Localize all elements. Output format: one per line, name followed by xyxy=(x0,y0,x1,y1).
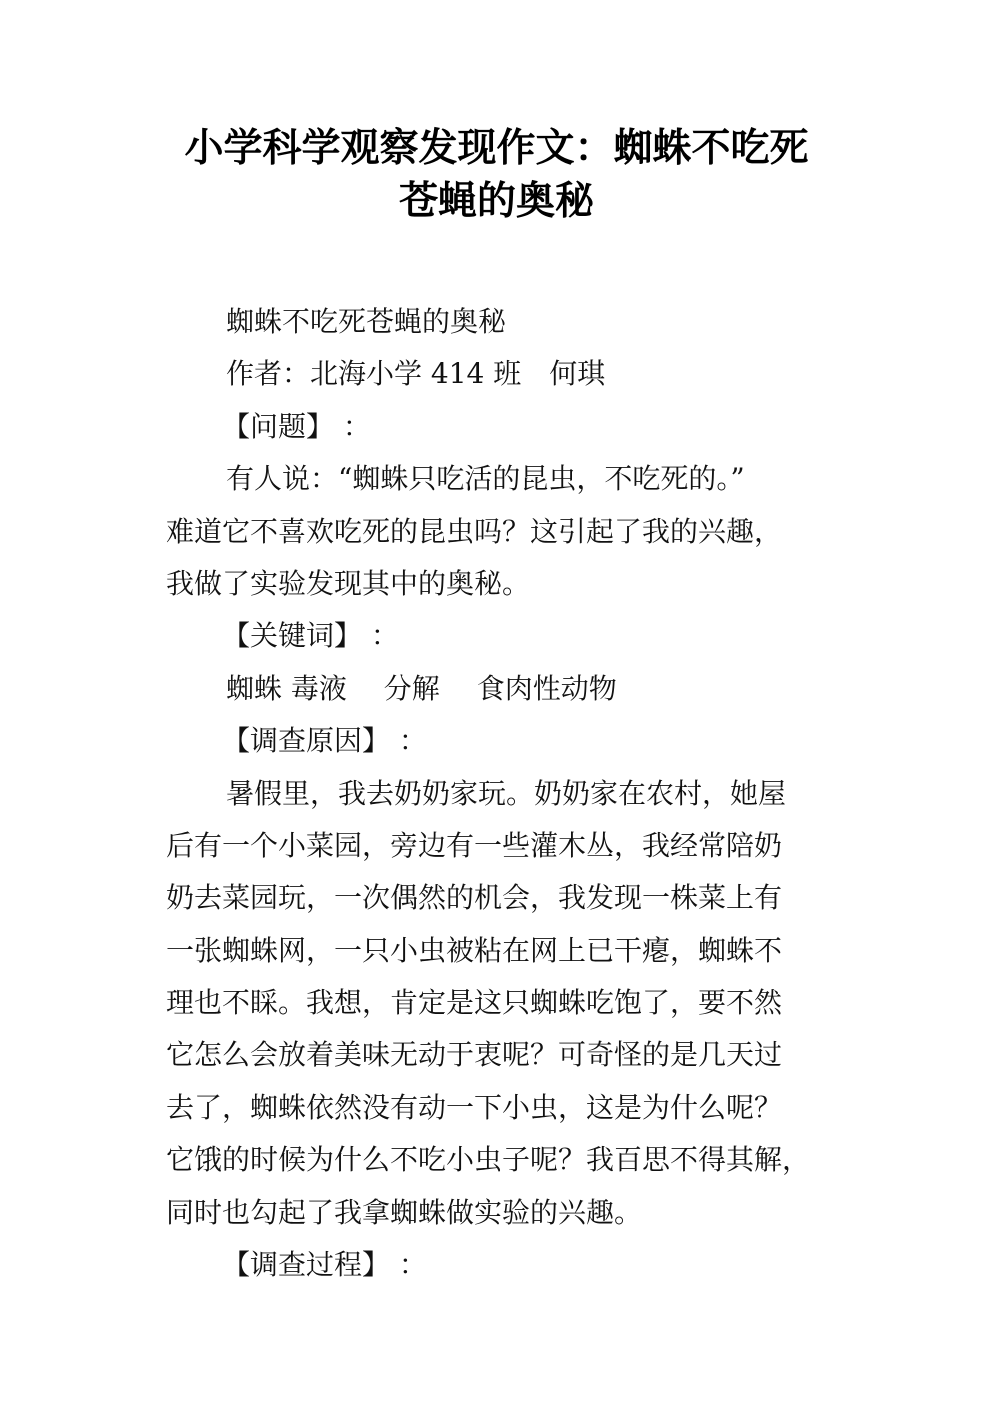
paragraph-line: 它饿的时候为什么不吃小虫子呢？我百思不得其解， xyxy=(166,1143,811,1177)
keywords-line: 蜘蛛 毒液 分解 食肉性动物 xyxy=(226,671,617,705)
title-line-1: 小学科学观察发现作文：蜘蛛不吃死 xyxy=(184,126,809,171)
paragraph-line: 它怎么会放着美味无动于衷呢？可奇怪的是几天过 xyxy=(166,1038,783,1072)
paragraph-line: 有人说：“蜘蛛只吃活的昆虫，不吃死的。” xyxy=(226,462,745,496)
paragraph-line: 一张蜘蛛网，一只小虫被粘在网上已干瘪，蜘蛛不 xyxy=(166,933,783,967)
section-heading-process: 【调查过程】 ： xyxy=(222,1248,427,1282)
title-line-2: 苍蝇的奥秘 xyxy=(398,179,594,224)
paragraph-line: 难道它不喜欢吃死的昆虫吗？这引起了我的兴趣， xyxy=(166,514,783,548)
author-line: 作者：北海小学 414 班 何琪 xyxy=(226,357,606,391)
paragraph-line: 暑假里，我去奶奶家玩。奶奶家在农村，她屋 xyxy=(226,776,787,810)
paragraph-line: 后有一个小菜园，旁边有一些灌木丛，我经常陪奶 xyxy=(166,828,783,862)
section-heading-question: 【问题】 ： xyxy=(222,409,371,443)
section-heading-keywords: 【关键词】 ： xyxy=(222,619,399,653)
document-title xyxy=(150,122,843,228)
paragraph-line: 去了，蜘蛛依然没有动一下小虫，这是为什么呢？ xyxy=(166,1090,783,1124)
paragraph-line: 奶去菜园玩，一次偶然的机会，我发现一株菜上有 xyxy=(166,881,783,915)
paragraph-line: 理也不睬。我想，肯定是这只蜘蛛吃饱了，要不然 xyxy=(166,986,783,1020)
document-body xyxy=(166,296,838,1291)
subtitle: 蜘蛛不吃死苍蝇的奥秘 xyxy=(226,305,507,338)
paragraph-line: 同时也勾起了我拿蜘蛛做实验的兴趣。 xyxy=(166,1195,643,1229)
paragraph-line: 我做了实验发现其中的奥秘。 xyxy=(166,566,531,600)
section-heading-reason: 【调查原因】 ： xyxy=(222,724,427,758)
